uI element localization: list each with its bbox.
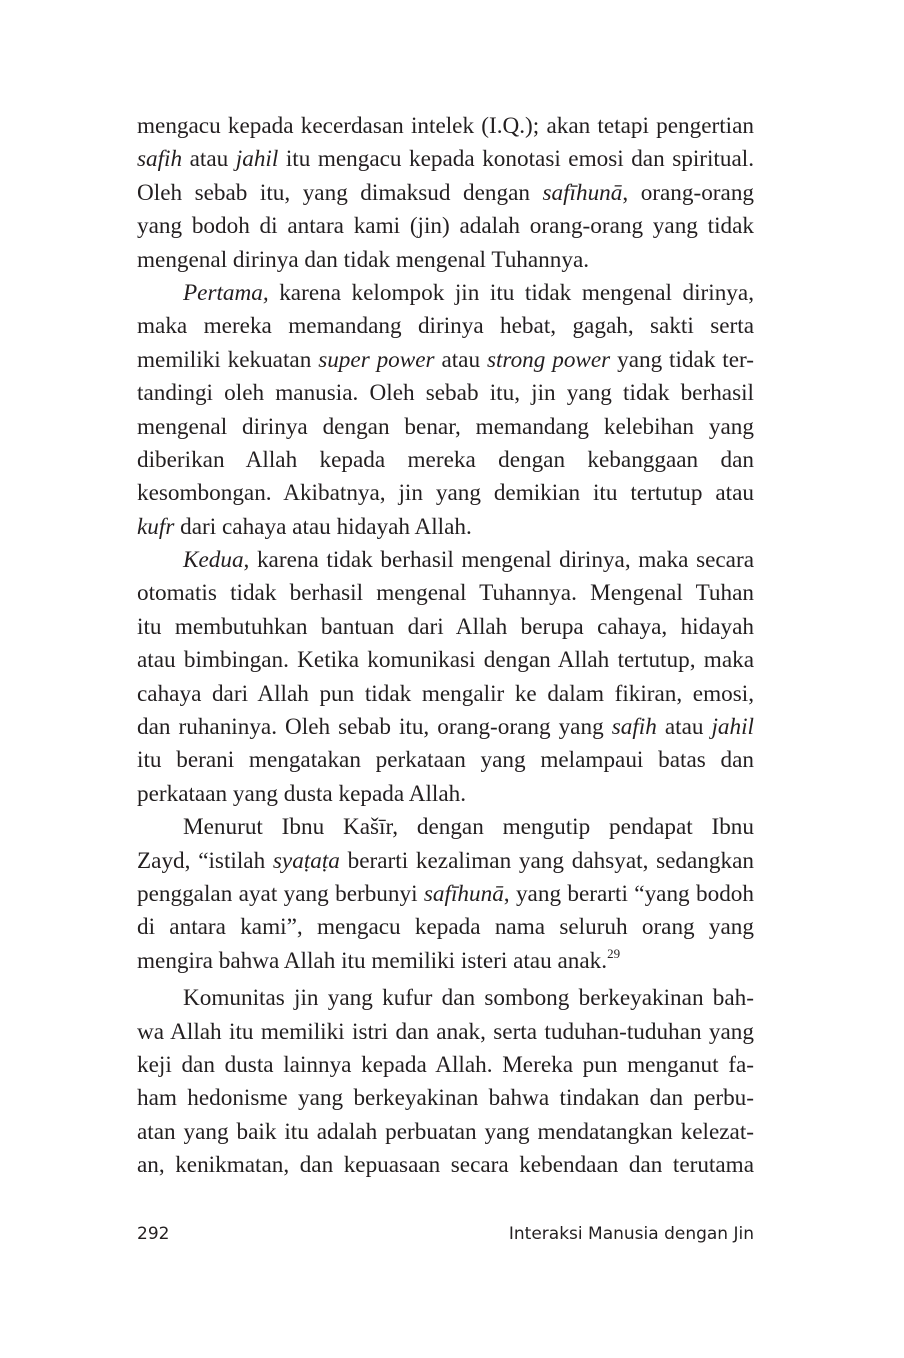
text-line	[137, 911, 754, 944]
text-segment: , karena tidak berhasil mengenal dirinya, maka secara	[243, 547, 754, 574]
italic-term: Kedua	[183, 547, 244, 574]
text-segment: di antara kami”, mengacu kepada nama seluruh orang yang	[137, 914, 754, 941]
text-line	[137, 1082, 754, 1115]
italic-term: syaṭaṭa	[272, 847, 340, 874]
text-segment: dan ruhaninya. Oleh sebab itu, orang-orang yang	[137, 714, 612, 741]
text-line	[137, 411, 754, 444]
text-segment: memiliki kekuatan	[137, 346, 319, 373]
text-segment: itu berani mengatakan perkataan yang melampaui batas dan	[137, 747, 754, 774]
text-line	[137, 845, 754, 878]
italic-term: safīhunā	[423, 880, 504, 907]
text-segment: mengenal dirinya dengan benar, memandang kelebihan yang	[137, 413, 754, 440]
text-line	[137, 210, 754, 243]
text-line	[137, 244, 754, 277]
italic-term: safih	[611, 714, 657, 741]
text-line	[137, 577, 754, 610]
footnote-marker: 29	[607, 945, 621, 961]
text-line	[137, 511, 754, 544]
text-line	[137, 644, 754, 677]
italic-term: super power	[318, 346, 435, 373]
text-segment: mengacu kepada kecerdasan intelek (I.Q.); akan tetapi pengertian	[137, 113, 754, 139]
text-segment: penggalan ayat yang berbunyi	[137, 880, 424, 907]
text-segment: , orang-orang	[622, 179, 755, 206]
text-line	[137, 1149, 754, 1182]
text-segment: atau bimbingan. Ketika komunikasi dengan Allah tertutup, maka	[137, 647, 754, 674]
text-line	[137, 811, 754, 844]
text-segment: wa Allah itu memiliki istri dan anak, serta tuduhan-tuduhan yang	[137, 1018, 754, 1045]
text-segment: berarti kezaliman yang dahsyat, sedangkan	[339, 847, 754, 874]
italic-term: safīhunā	[542, 179, 623, 206]
text-line	[137, 1016, 754, 1049]
text-line	[137, 1049, 754, 1082]
text-segment: otomatis tidak berhasil mengenal Tuhannya. Mengenal Tuhan	[137, 580, 754, 607]
text-line	[137, 678, 754, 711]
text-line	[137, 444, 754, 477]
text-line	[137, 982, 754, 1015]
text-segment: atan yang baik itu adalah perbuatan yang mendatangkan kelezat-	[137, 1118, 754, 1145]
text-line	[137, 744, 754, 777]
text-segment: ham hedonisme yang berkeyakinan bahwa tindakan dan perbu-	[137, 1085, 754, 1112]
text-line	[137, 945, 754, 978]
text-segment: kesombongan. Akibatnya, jin yang demikian itu tertutup atau	[137, 480, 754, 507]
text-line	[137, 611, 754, 644]
text-segment: itu membutuhkan bantuan dari Allah berupa cahaya, hidayah	[137, 613, 754, 640]
text-line	[137, 377, 754, 410]
text-line	[137, 277, 754, 310]
text-segment: Oleh sebab itu, yang dimaksud dengan	[137, 179, 543, 206]
running-title: Interaksi Manusia dengan Jin	[508, 1224, 754, 1244]
text-segment: , yang berarti “yang bodoh	[503, 880, 754, 907]
text-line	[137, 1116, 754, 1149]
text-segment: diberikan Allah kepada mereka dengan kebanggaan dan	[137, 446, 754, 473]
text-segment: atau	[182, 146, 236, 173]
italic-term: jahil	[711, 714, 754, 741]
text-line	[137, 310, 754, 343]
italic-term: strong power	[486, 346, 611, 373]
text-line	[137, 878, 754, 911]
text-line	[137, 778, 754, 811]
body-text	[137, 110, 754, 1183]
text-segment: maka mereka memandang dirinya hebat, gagah, sakti serta	[137, 313, 754, 340]
text-segment: atau	[434, 346, 487, 373]
text-line	[137, 544, 754, 577]
text-line	[137, 344, 754, 377]
text-line	[137, 177, 754, 210]
text-segment: keji dan dusta lainnya kepada Allah. Mereka pun menganut fa-	[137, 1051, 754, 1078]
text-line	[137, 477, 754, 510]
italic-term: safih	[137, 146, 183, 173]
text-segment: atau	[656, 714, 712, 741]
text-line	[137, 143, 754, 176]
text-segment: karena kelompok jin itu tidak mengenal dirinya,	[268, 279, 754, 306]
text-segment: itu mengacu kepada konotasi emosi dan spiritual.	[278, 146, 755, 173]
text-segment: yang tidak ter-	[610, 346, 755, 373]
text-segment: Komunitas jin yang kufur dan sombong berkeyakinan bah-	[183, 985, 754, 1012]
text-segment: dari cahaya atau hidayah Allah.	[174, 513, 472, 540]
text-segment: mengira bahwa Allah itu memiliki isteri atau anak.	[137, 947, 608, 974]
text-segment: cahaya dari Allah pun tidak mengalir ke dalam fikiran, emosi,	[137, 680, 754, 707]
text-segment: perkataan yang dusta kepada Allah.	[137, 780, 467, 807]
text-segment: yang bodoh di antara kami (jin) adalah orang-orang yang tidak	[137, 213, 754, 240]
text-segment: Zayd, “istilah	[137, 847, 273, 874]
text-segment: Menurut Ibnu Kašīr, dengan mengutip pendapat Ibnu	[183, 814, 754, 841]
italic-term: kufr	[137, 513, 175, 540]
italic-term: Pertama,	[183, 279, 269, 306]
text-segment: mengenal dirinya dan tidak mengenal Tuhannya.	[137, 246, 590, 273]
text-line	[137, 110, 754, 143]
page-number: 292	[137, 1224, 170, 1244]
italic-term: jahil	[235, 146, 279, 173]
text-segment: an, kenikmatan, dan kepuasaan secara kebendaan dan terutama	[137, 1152, 754, 1179]
text-segment: tandingi oleh manusia. Oleh sebab itu, jin yang tidak berhasil	[137, 380, 754, 407]
text-line	[137, 711, 754, 744]
